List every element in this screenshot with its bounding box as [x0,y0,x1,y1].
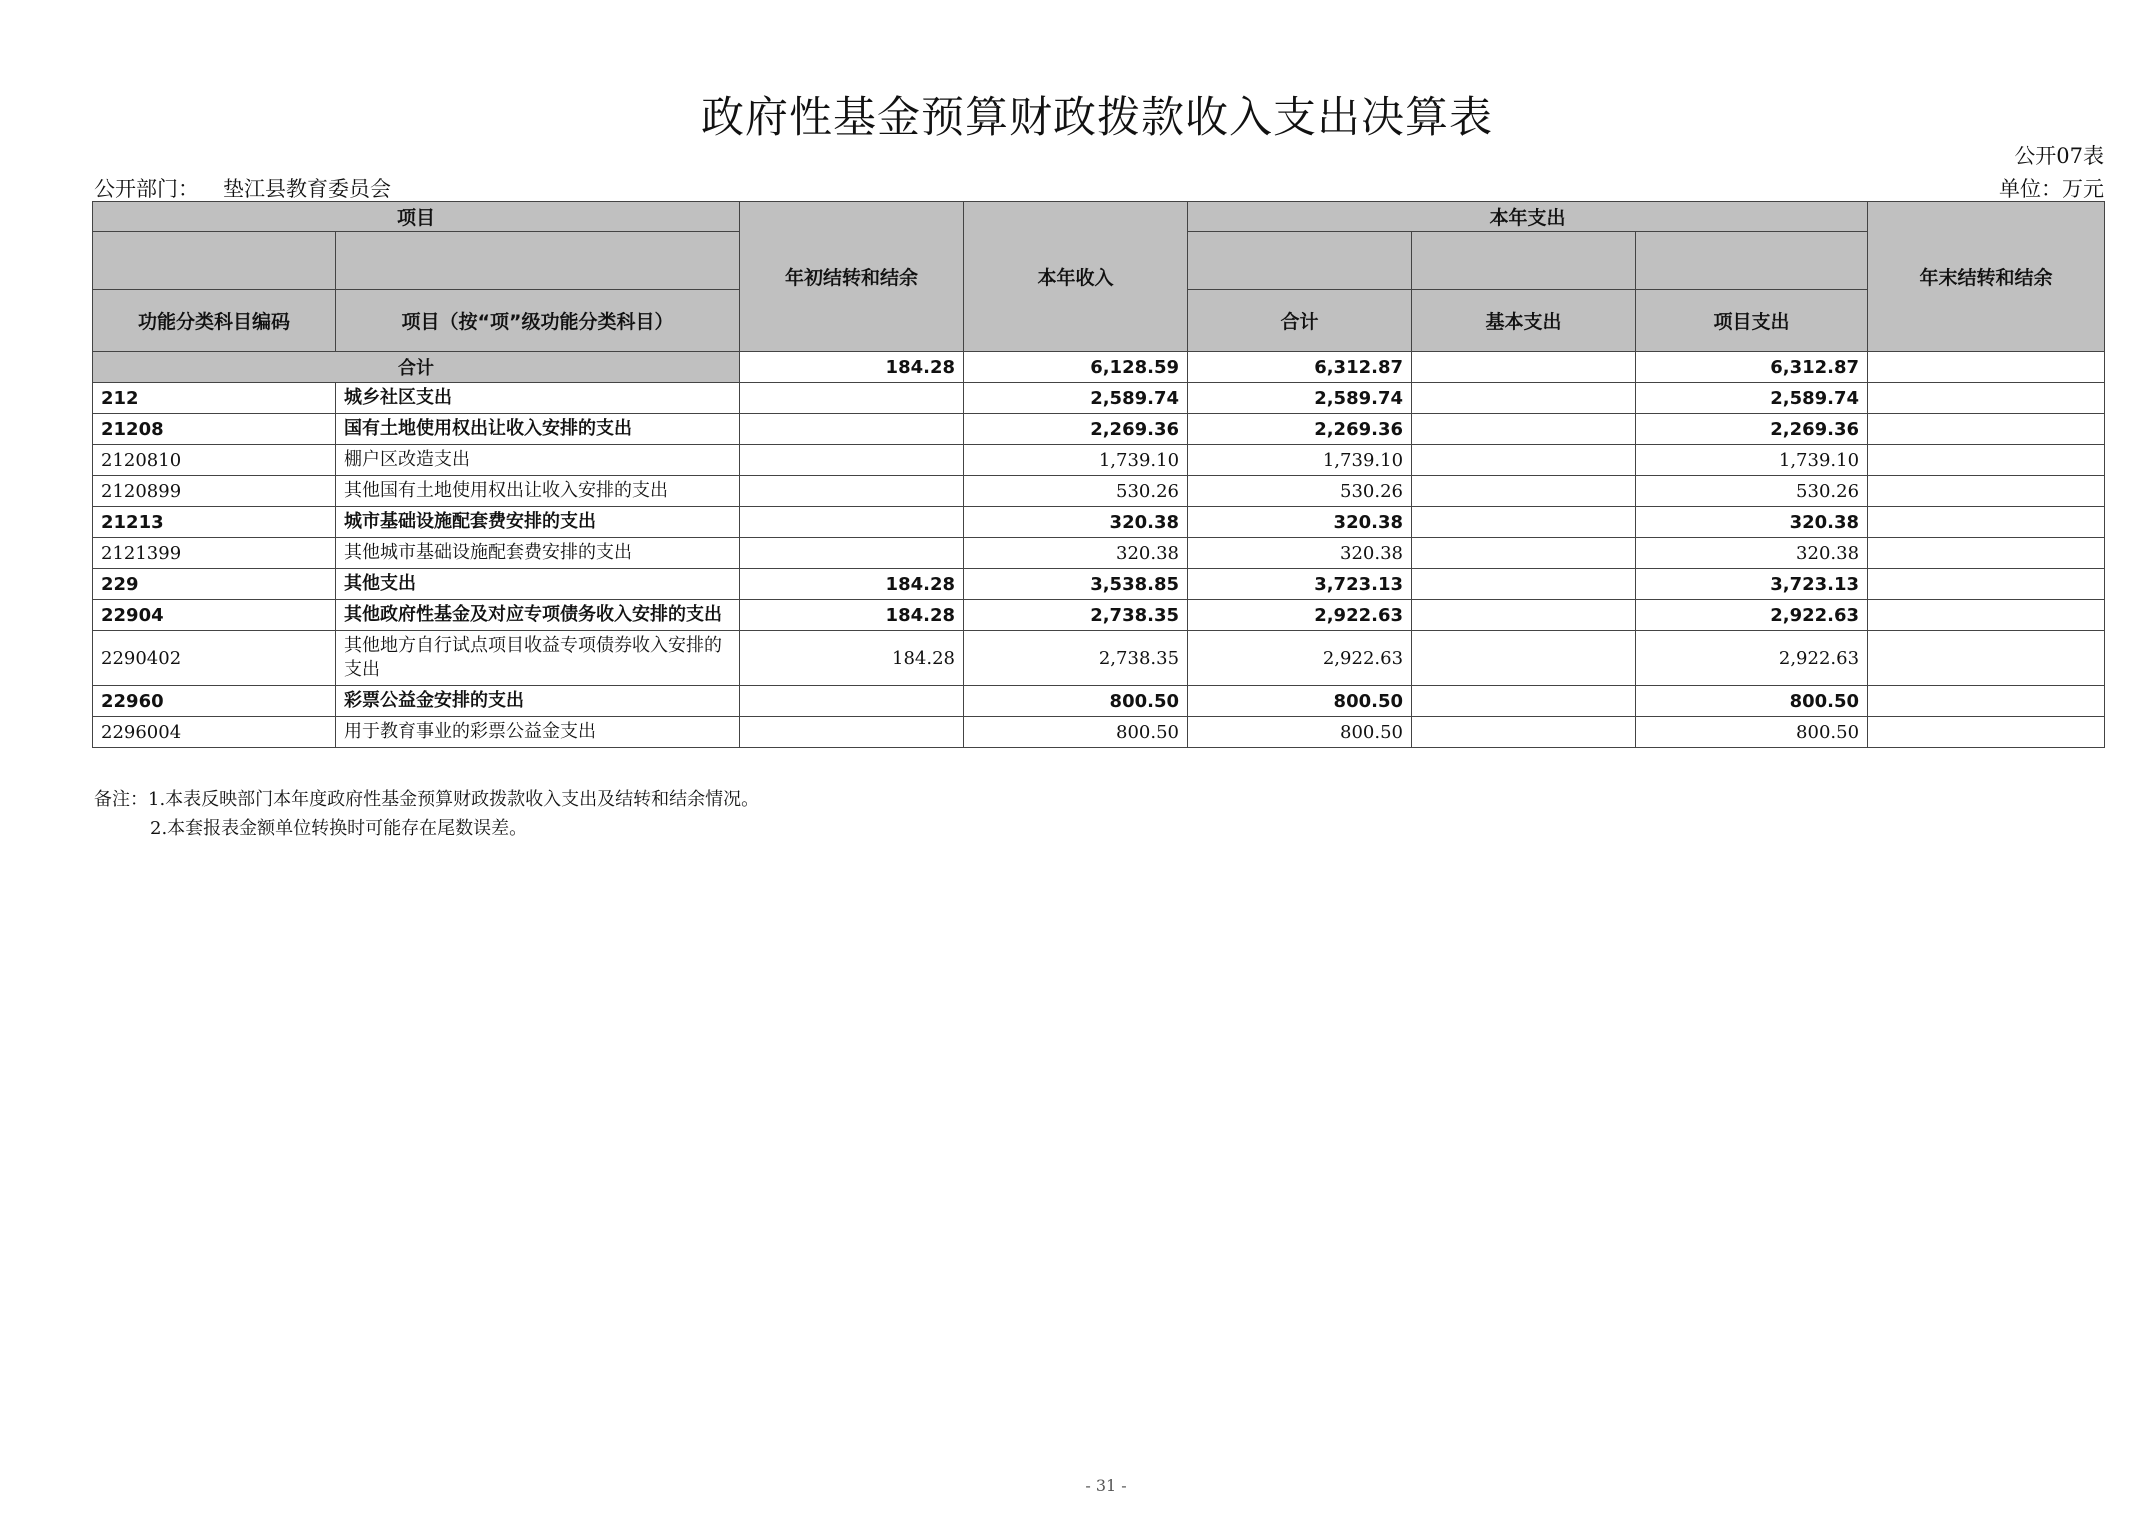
row-exp-project: 2,269.36 [1636,414,1868,445]
row-closing [1868,631,2105,686]
header-blank-cell [1188,232,1412,290]
form-number: 公开07表 [2014,144,2104,168]
row-closing [1868,507,2105,538]
row-income: 2,589.74 [964,383,1188,414]
table-row [93,569,2105,600]
row-exp-total: 800.50 [1188,686,1412,717]
row-code: 22960 [93,686,336,717]
row-exp-total: 1,739.10 [1188,445,1412,476]
row-code: 21213 [93,507,336,538]
row-exp-basic [1412,600,1636,631]
row-exp-total: 320.38 [1188,538,1412,569]
row-exp-total: 2,922.63 [1188,600,1412,631]
header-opening-balance: 年初结转和结余 [740,202,964,352]
row-closing [1868,717,2105,748]
table-row [93,414,2105,445]
header-blank-cell [93,232,336,290]
row-exp-project: 800.50 [1636,686,1868,717]
header-exp-basic: 基本支出 [1412,290,1636,352]
row-exp-total: 320.38 [1188,507,1412,538]
total-closing [1868,352,2105,383]
row-code: 2120810 [93,445,336,476]
row-exp-basic [1412,476,1636,507]
budget-table [92,201,2105,748]
row-name: 彩票公益金安排的支出 [336,686,740,717]
row-exp-project: 320.38 [1636,507,1868,538]
notes [94,785,759,843]
total-row [93,352,2105,383]
header-code: 功能分类科目编码 [93,290,336,352]
header-closing-balance: 年末结转和结余 [1868,202,2105,352]
row-exp-project: 2,922.63 [1636,600,1868,631]
unit-label: 单位：万元 [1999,177,2104,201]
row-exp-basic [1412,569,1636,600]
total-exp-basic [1412,352,1636,383]
row-income: 2,269.36 [964,414,1188,445]
row-exp-total: 2,269.36 [1188,414,1412,445]
row-closing [1868,569,2105,600]
page-number: - 31 - [1085,1476,1127,1495]
row-opening [740,476,964,507]
department-line [94,173,391,203]
row-exp-total: 3,723.13 [1188,569,1412,600]
header-name: 项目（按“项”级功能分类科目） [336,290,740,352]
row-name: 其他城市基础设施配套费安排的支出 [336,538,740,569]
row-exp-project: 1,739.10 [1636,445,1868,476]
row-exp-project: 2,922.63 [1636,631,1868,686]
table-row [93,686,2105,717]
total-exp-project: 6,312.87 [1636,352,1868,383]
total-opening: 184.28 [740,352,964,383]
row-exp-project: 800.50 [1636,717,1868,748]
table-row [93,445,2105,476]
row-opening [740,507,964,538]
department-label: 公开部门： [94,177,199,201]
row-code: 212 [93,383,336,414]
row-exp-project: 2,589.74 [1636,383,1868,414]
row-exp-total: 530.26 [1188,476,1412,507]
row-code: 2120899 [93,476,336,507]
header-project-group: 项目 [93,202,740,232]
department-value: 垫江县教育委员会 [223,177,391,201]
row-income: 3,538.85 [964,569,1188,600]
total-exp-total: 6,312.87 [1188,352,1412,383]
row-income: 2,738.35 [964,600,1188,631]
table-row [93,476,2105,507]
row-name: 城市基础设施配套费安排的支出 [336,507,740,538]
row-name: 城乡社区支出 [336,383,740,414]
row-income: 800.50 [964,717,1188,748]
row-name: 其他国有土地使用权出让收入安排的支出 [336,476,740,507]
row-income: 320.38 [964,507,1188,538]
row-income: 2,738.35 [964,631,1188,686]
header-blank-cell [1412,232,1636,290]
row-name: 国有土地使用权出让收入安排的支出 [336,414,740,445]
row-name: 其他政府性基金及对应专项债务收入安排的支出 [336,600,740,631]
row-code: 22904 [93,600,336,631]
row-exp-total: 2,589.74 [1188,383,1412,414]
row-closing [1868,414,2105,445]
row-exp-total: 2,922.63 [1188,631,1412,686]
row-name: 棚户区改造支出 [336,445,740,476]
row-opening [740,538,964,569]
table-row [93,600,2105,631]
row-closing [1868,600,2105,631]
header-blank-cell [1636,232,1868,290]
row-income: 1,739.10 [964,445,1188,476]
row-opening [740,383,964,414]
row-exp-basic [1412,414,1636,445]
table-body [93,352,2105,748]
row-opening [740,445,964,476]
row-exp-total: 800.50 [1188,717,1412,748]
row-opening: 184.28 [740,600,964,631]
row-income: 320.38 [964,538,1188,569]
row-opening [740,414,964,445]
row-opening [740,686,964,717]
row-opening: 184.28 [740,631,964,686]
note-1: 备注：1.本表反映部门本年度政府性基金预算财政拨款收入支出及结转和结余情况。 [94,789,760,810]
table-row [93,383,2105,414]
row-name: 其他支出 [336,569,740,600]
note-2: 2.本套报表金额单位转换时可能存在尾数误差。 [150,818,528,839]
row-opening [740,717,964,748]
row-name: 其他地方自行试点项目收益专项债券收入安排的支出 [336,631,740,686]
row-exp-basic [1412,631,1636,686]
row-closing [1868,686,2105,717]
row-exp-basic [1412,383,1636,414]
row-code: 2296004 [93,717,336,748]
table-row [93,507,2105,538]
header-blank-cell [336,232,740,290]
row-code: 21208 [93,414,336,445]
row-income: 800.50 [964,686,1188,717]
table-header [93,202,2105,352]
row-opening: 184.28 [740,569,964,600]
row-exp-basic [1412,507,1636,538]
row-income: 530.26 [964,476,1188,507]
row-closing [1868,538,2105,569]
table-row [93,631,2105,686]
header-income: 本年收入 [964,202,1188,352]
row-code: 2121399 [93,538,336,569]
header-expenditure-group: 本年支出 [1188,202,1868,232]
row-exp-project: 320.38 [1636,538,1868,569]
row-exp-project: 530.26 [1636,476,1868,507]
row-closing [1868,445,2105,476]
row-exp-basic [1412,686,1636,717]
row-closing [1868,476,2105,507]
total-label: 合计 [93,352,740,383]
row-exp-project: 3,723.13 [1636,569,1868,600]
row-exp-basic [1412,717,1636,748]
table-row [93,717,2105,748]
row-name: 用于教育事业的彩票公益金支出 [336,717,740,748]
page-title: 政府性基金预算财政拨款收入支出决算表 [701,93,1493,143]
header-exp-total: 合计 [1188,290,1412,352]
table-row [93,538,2105,569]
row-exp-basic [1412,538,1636,569]
total-income: 6,128.59 [964,352,1188,383]
row-closing [1868,383,2105,414]
row-code: 229 [93,569,336,600]
row-exp-basic [1412,445,1636,476]
header-exp-project: 项目支出 [1636,290,1868,352]
row-code: 2290402 [93,631,336,686]
